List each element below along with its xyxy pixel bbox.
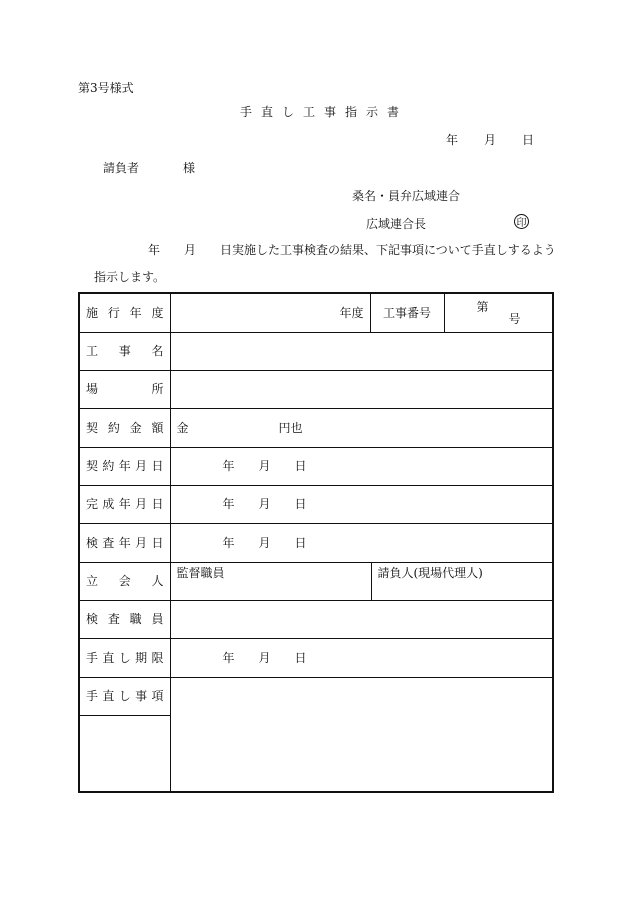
fix-deadline-day: 日 — [294, 650, 307, 665]
issue-date — [446, 134, 534, 146]
row-project-name — [79, 332, 553, 370]
label-completion-date: 完成年月日 — [79, 485, 170, 523]
witness-contractor-rep-field[interactable] — [372, 563, 489, 600]
completion-date-field[interactable] — [170, 485, 553, 523]
inspection-date-field[interactable] — [170, 523, 553, 562]
row-fix-deadline — [79, 638, 553, 677]
fix-items-blank-label — [79, 715, 170, 792]
issue-date-day: 日 — [522, 133, 535, 147]
row-inspector — [79, 600, 553, 638]
issue-date-year: 年 — [446, 133, 459, 147]
instruction-table — [78, 292, 554, 793]
inspection-date-month: 月 — [258, 535, 271, 550]
contractor-label: 請負者 — [103, 161, 140, 175]
project-number-dai: 第 — [476, 299, 489, 314]
project-number-field[interactable] — [444, 293, 553, 332]
contract-date-day: 日 — [294, 459, 307, 473]
issue-date-month: 月 — [484, 133, 497, 147]
label-project-name: 工事名 — [79, 332, 170, 370]
document-title: 手直し工事指示書 — [240, 105, 409, 119]
contract-amount-field[interactable] — [170, 408, 553, 447]
fiscal-year-suffix: 年度 — [339, 305, 364, 320]
fix-deadline-month: 月 — [258, 650, 271, 665]
contract-date-field[interactable] — [170, 447, 553, 485]
label-fiscal-year: 施行年度 — [79, 293, 170, 332]
label-inspection-date: 検査年月日 — [79, 523, 170, 562]
inspector-field[interactable] — [170, 600, 553, 638]
row-inspection-date — [79, 523, 553, 562]
row-completion-date — [79, 485, 553, 523]
label-location: 場所 — [79, 370, 170, 408]
row-fix-items — [79, 677, 553, 715]
witness-field — [170, 562, 553, 600]
completion-date-day: 日 — [294, 497, 307, 511]
label-fix-deadline: 手直し期限 — [79, 638, 170, 677]
row-fiscal-year — [79, 293, 553, 332]
inspection-date-year: 年 — [222, 535, 235, 550]
contractor-honorific: 様 — [183, 161, 196, 175]
label-witness: 立会人 — [79, 562, 170, 600]
amount-enya: 円也 — [278, 420, 303, 435]
label-project-number: 工事番号 — [370, 293, 444, 332]
location-field[interactable] — [170, 370, 553, 408]
row-contract-date — [79, 447, 553, 485]
contract-date-month: 月 — [258, 459, 271, 473]
label-inspector: 検査職員 — [79, 600, 170, 638]
row-location — [79, 370, 553, 408]
label-contract-amount: 契約金額 — [79, 408, 170, 447]
completion-date-year: 年 — [222, 497, 235, 511]
fix-deadline-year: 年 — [222, 650, 235, 665]
issuer-head: 広域連合長 — [366, 217, 427, 231]
project-number-go: 号 — [508, 311, 521, 326]
label-supervisor: 監督職員 — [176, 565, 225, 580]
seal-mark: 印 — [514, 214, 529, 229]
instruction-line-1: 年 月 日実施した工事検査の結果、下記事項について手直しするよう — [148, 243, 556, 257]
contract-date-year: 年 — [222, 459, 235, 473]
row-witness — [79, 562, 553, 600]
instruction-line-2: 指示します。 — [94, 270, 166, 284]
row-contract-amount — [79, 408, 553, 447]
label-contractor-rep: 請負人(現場代理人) — [377, 565, 483, 580]
issuer-organization: 桑名・員弁広域連合 — [352, 189, 461, 203]
label-contract-date: 契約年月日 — [79, 447, 170, 485]
fiscal-year-field[interactable] — [170, 293, 370, 332]
fix-items-field[interactable] — [170, 677, 553, 792]
fix-deadline-field[interactable] — [170, 638, 553, 677]
project-name-field[interactable] — [170, 332, 553, 370]
completion-date-month: 月 — [258, 497, 271, 511]
witness-supervisor-field[interactable] — [171, 563, 372, 600]
contractor-line — [103, 162, 195, 174]
amount-kin: 金 — [176, 420, 189, 435]
label-fix-items: 手直し事項 — [79, 677, 170, 715]
form-number: 第3号様式 — [78, 81, 134, 95]
inspection-date-day: 日 — [294, 535, 307, 550]
